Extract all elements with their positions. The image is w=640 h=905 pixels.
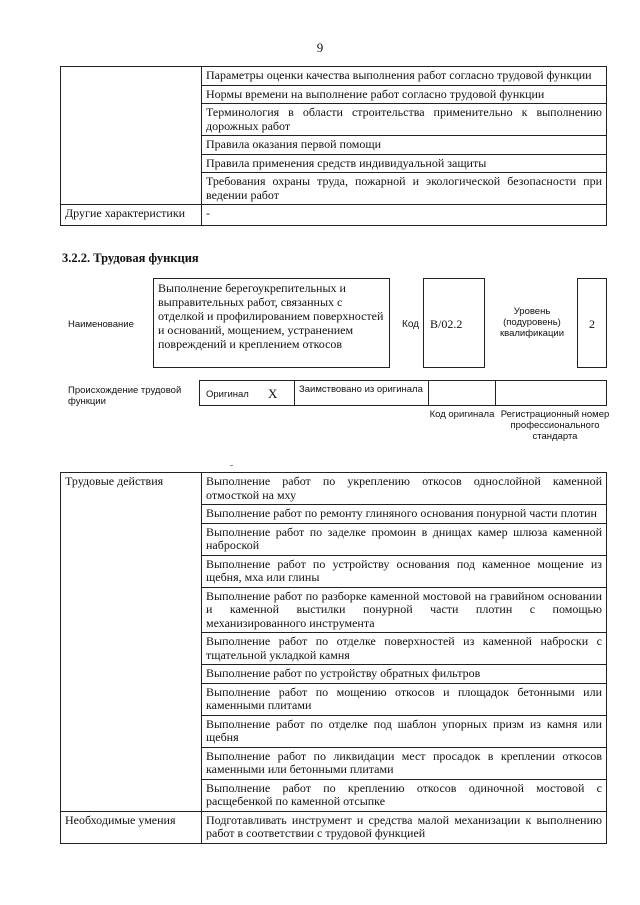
name-label: Наименование: [68, 319, 134, 330]
code-original-cell: [428, 380, 496, 406]
knowledge-item: Нормы времени на выполнение работ согласно трудовой функции: [202, 85, 607, 104]
knowledge-label-cell: [61, 67, 202, 86]
function-name-box: Выполнение берегоукрепительных и выправительных работ, связанных с отделкой и профилированием поверхностей и оснований, мощением, устранением повреждений и креплением откосов: [153, 278, 390, 368]
action-item: Выполнение работ по отделке под шаблон упорных призм из камня или щебня: [202, 715, 607, 747]
knowledge-item: Параметры оценки качества выполнения работ согласно трудовой функции: [202, 67, 607, 86]
original-cell: [199, 380, 295, 406]
scan-speck: [230, 465, 233, 466]
section-title: 3.2.2. Трудовая функция: [62, 251, 199, 265]
knowledge-item: Требования охраны труда, пожарной и экологической безопасности при ведении работ: [202, 173, 607, 205]
action-item: Выполнение работ по заделке промоин в днищах камер шлюза каменной наброской: [202, 523, 607, 555]
knowledge-table-continuation: [60, 66, 607, 226]
reg-number-cell: [495, 380, 607, 406]
origin-label: Происхождение трудовой функции: [68, 385, 182, 407]
origin-row: [199, 380, 607, 406]
page-number: 9: [316, 40, 324, 55]
skills-label: Необходимые умения: [61, 811, 202, 843]
original-mark: X: [268, 386, 278, 401]
knowledge-item: Правила оказания первой помощи: [202, 136, 607, 155]
code-label: Код: [402, 319, 420, 330]
qualification-level-label: Уровень (подуровень) квалификации: [499, 306, 565, 339]
action-item: Выполнение работ по креплению откосов одиночной мостовой с расщебенкой по каменной отсыпке: [202, 779, 607, 811]
action-item: Выполнение работ по укреплению откосов однослойной каменной отмосткой на мху: [202, 473, 607, 505]
knowledge-item: Правила применения средств индивидуальной защиты: [202, 154, 607, 173]
qualification-level-value: 2: [577, 278, 607, 368]
other-characteristics-label: Другие характеристики: [61, 205, 202, 226]
action-item: Выполнение работ по ремонту глиняного основания понурной части плотин: [202, 505, 607, 524]
borrowed-cell: [294, 380, 429, 406]
borrowed-label: Заимствовано из оригинала: [299, 384, 423, 395]
action-item: Выполнение работ по ликвидации мест просадок в креплении откосов каменными или бетонными плитами: [202, 747, 607, 779]
action-item: Выполнение работ по устройству обратных фильтров: [202, 665, 607, 684]
action-item: Выполнение работ по разборке каменной мостовой на гравийном основании и каменной выстилки понурной части плотин с помощью механизированного инструмента: [202, 587, 607, 633]
knowledge-item: Терминология в области строительства применительно к выполнению дорожных работ: [202, 104, 607, 136]
code-value: B/02.2: [423, 278, 485, 368]
code-original-caption: Код оригинала: [429, 409, 495, 420]
labor-actions-table: [60, 472, 607, 844]
action-item: Выполнение работ по отделке поверхностей из каменной наброски с тщательной укладкой камня: [202, 633, 607, 665]
action-item: Выполнение работ по мощению откосов и площадок бетонными или каменными плитами: [202, 683, 607, 715]
actions-label: Трудовые действия: [61, 473, 202, 505]
skill-item: Подготавливать инструмент и средства малой механизации к выполнению работ в соответствии с трудовой функцией: [202, 811, 607, 843]
reg-number-caption: Регистрационный номер профессионального стандарта: [500, 409, 610, 442]
original-label: Оригинал: [206, 389, 249, 400]
other-characteristics-value: -: [202, 205, 607, 226]
action-item: Выполнение работ по устройству основания под каменное мощение из щебня, мха или глины: [202, 555, 607, 587]
